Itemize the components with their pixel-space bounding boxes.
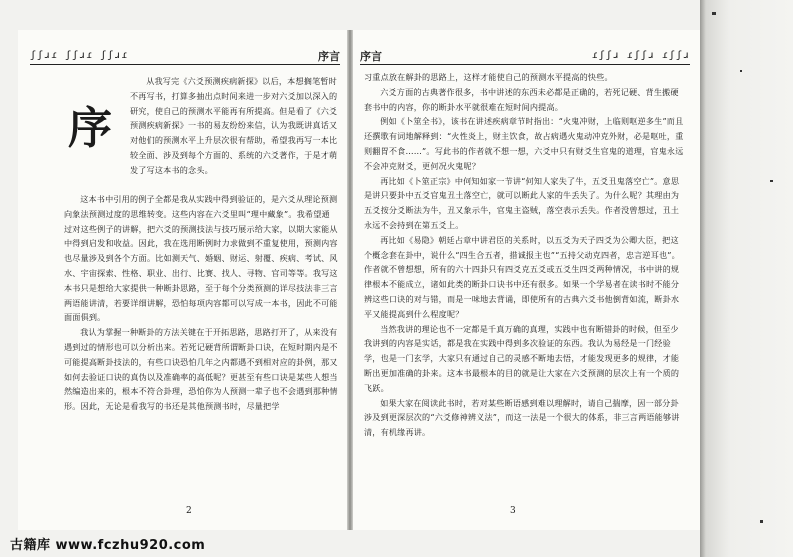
right-header [360,48,690,63]
left-body-top [130,74,338,194]
scan-speck [712,12,716,15]
header-rule [30,64,340,65]
paragraph: 再比如《卜筮正宗》中何知如家一节讲“何知人家失了牛，五爻丑鬼落空亡”。意思是讲只要卦中五爻官鬼丑土落空亡，就可以断此人家的牛丢失了。为什么呢？其理由为五爻按分爻断法为牛，丑又象示牛，官鬼主盗贼，落空表示丢失。作者没曾想过，丑土永远不会持到在第五爻上。 [364,175,680,230]
paragraph: 从我写完《六爻预测疾病新探》以后，本想搁笔暂时不再写书，打算多抽出点时间来进一步对六爻加以深入的研究，使自己的预测水平能再有所提高。但是看了《六爻预测疾病新探》一书的易友纷纷来信，认为我既讲真话又对他们的预测水平上升层次很有帮助，希望我再写一本比较全面、涉及到每个方面的、系统的六爻著作，于是才萌发了写这本书的念头。 [130,76,338,175]
book-gutter [347,30,353,530]
paragraph: 例如《卜筮全书》，该书在讲述疾病章节时指出：“火鬼冲财，上临则呕逆多生”而且还撰歌有词地解释到：“火性炎上，财主饮食，故占病遇火鬼动冲克外财，必是呕吐，重则翻胃不食……”。写此书的作者就不想一想，六爻中只有财爻生官鬼的道理，官鬼永远不会冲克财爻，更何况火鬼呢？ [364,116,684,171]
site-watermark: 古籍库 www.fczhu920.com [10,538,206,553]
left-header [30,48,340,63]
paragraph: 六爻方面的古典著作很多，书中讲述的东西未必都是正确的，若死记硬、背生搬硬套书中的内容，你的断卦水平就很难在短时间内提高。 [364,86,679,112]
header-ornament: ʃʃɹɾ ʃʃɹɾ ʃʃɹɾ [30,50,129,61]
header-ornament: ɾʃʃɹ ɾʃʃɹ ɾʃʃɹ [591,50,690,61]
page-number: 2 [186,506,192,516]
scan-speck [740,70,742,72]
right-body [364,70,686,502]
paragraph: 当然我讲的理论也不一定都是千真万确的真理，实践中也有断错卦的时候，但至少我讲到的内容是实话，都是我在实践中得到多次验证的东西。我认为易经是一门经验学，也是一门玄学，大家只有通过自己的灵感不断地去悟，才能发现更多的规律，才能断出更加准确的卦来。这本书最根本的目的就是让大家在六爻预测的层次上有一个质的飞跃。 [364,323,680,393]
scan-margin [700,0,793,557]
running-head: 序言 [360,49,382,63]
paragraph: 我认为掌握一种断卦的方法关键在于开拓思路，思路打开了，从来没有遇到过的情形也可以分析出来。若死记硬背所谓断卦口诀，在短时期内是不可能提高断卦技法的，有些口诀恐怕几年之内都遇不到相对应的卦例，那又如何去验证口诀的真伪以及准确率的高低呢？更甚至有些口诀是某些人想当然编造出来的，根本不符合卦理，恐怕你为人预测一辈子也不会遇到那种情形。因此，无论是看我写的书还是其他预测书时，尽量把学 [64,327,338,412]
paragraph: 再比如《易隐》朝廷占章中讲君臣的关系时，以五爻为天子四爻为公卿大臣，把这个概念套在卦中，说什么“四生合五者，措诚报主也”“五持父动克四者，忠言逆耳也”。作者就不曾想想，所有的六十四卦只有四爻克五爻或五爻生四爻两种情况，书中讲的规律根本不能成立，诸如此类的断卦口诀书中还有很多。如果一个学易者在读书时不能分辨这些口诀的对与错，而是一味地去背诵，即使所有的古典六爻书他倒背如流，断卦水平又能提高到什么程度呢？ [364,234,680,319]
scan-speck [760,520,763,523]
page-number: 3 [510,506,516,516]
left-body [64,192,338,500]
paragraph: 习重点放在解卦的思路上，这样才能使自己的预测水平提高的快些。 [364,72,613,82]
paragraph: 如果大家在阅读此书时，若对某些断语感到难以理解时，请自己揣摩，因一部分卦涉及到更深层次的“六爻修神辨义法”，而这一法是一个很大的体系，非三言两语能够讲清，有机缘再讲。 [364,397,680,438]
chapter-title-char: 序 [68,103,112,154]
running-head: 序言 [318,49,340,63]
header-rule [360,64,690,65]
scan-speck [770,180,773,182]
paragraph: 这本书中引用的例子全都是我从实践中得到验证的，是六爻从理论预测向象法预测过度的思维转变。这些内容在六爻里叫“理中藏象”。我希望通过对这些例子的讲解，把六爻的预测技法与技巧展示给大家，以期大家能从中得到启发和收益。因此，我在选用断例时力求做到不重复使用，预测内容也尽量涉及到各个方面。比如测天气、婚姻、财运、射覆、疾病、考试、风水、宇宙探索、性格、职业、出行、比赛、找人、寻物、官司等等。我写这本书只是想给大家提供一种断卦思路，至于每个分类预测的详尽技法非三言两语能讲清，若要详细讲解，恐怕每项内容都可以写成一本书，因此不可能面面俱到。 [64,194,338,323]
